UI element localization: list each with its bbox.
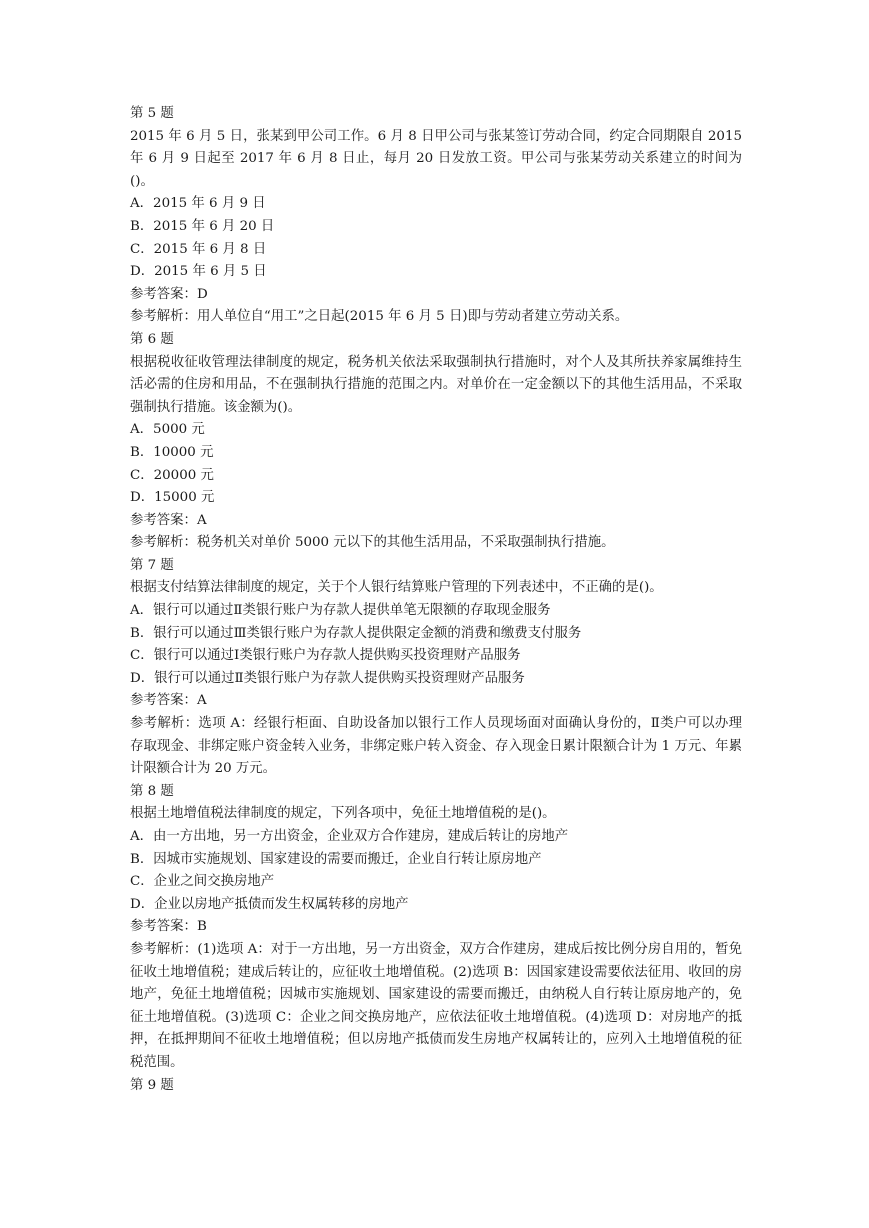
option-c: C．20000 元 bbox=[130, 467, 214, 483]
reference-explanation: 参考解析：(1)选项 A：对于一方出地，另一方出资金，双方合作建房，建成后按比例分房自用的，暂免征收土地增值税；建成后转让的，应征收土地增值税。(2)选项 B：因国家建设需要依法征用、收回的房地产，免征土地增值税；因城市实施规划、国家建设的需要而搬迁，由纳税人自行转让原房地产的，免征土地增值税。(3)选项 C：企业之间交换房地产，应依法征收土地增值税。(4)选项 D：对房地产的抵押，在抵押期间不征收土地增值税；但以房地产抵债而发生房地产权属转让的，应列入土地增值税的征税范围。 bbox=[130, 941, 742, 1070]
question-8 bbox=[130, 781, 742, 1075]
question-9-title: 第 9 题 bbox=[130, 1077, 174, 1093]
option-c: C．2015 年 6 月 8 日 bbox=[130, 241, 267, 257]
reference-answer: 参考答案：A bbox=[130, 693, 207, 709]
reference-explanation: 参考解析：税务机关对单价 5000 元以下的其他生活用品，不采取强制执行措施。 bbox=[130, 535, 615, 551]
option-a: A．由一方出地，另一方出资金，企业双方合作建房，建成后转让的房地产 bbox=[130, 829, 569, 844]
option-c: C．银行可以通过Ⅰ类银行账户为存款人提供购买投资理财产品服务 bbox=[130, 648, 521, 664]
question-stem: 2015 年 6 月 5 日，张某到甲公司工作。6 月 8 日甲公司与张某签订劳动合同，约定合同期限自 2015 年 6 月 9 日起至 2017 年 6 月 8 日止，每月 20 日发放工资。甲公司与张某劳动关系建立的时间为()。 bbox=[130, 128, 742, 189]
question-7 bbox=[130, 555, 742, 781]
question-5 bbox=[130, 103, 742, 329]
question-title: 第 7 题 bbox=[130, 557, 174, 573]
option-b: B．因城市实施规划、国家建设的需要而搬迁，企业自行转让原房地产 bbox=[130, 851, 542, 867]
reference-answer: 参考答案：B bbox=[130, 919, 207, 935]
question-stem: 根据支付结算法律制度的规定，关于个人银行结算账户管理的下列表述中，不正确的是()。 bbox=[130, 580, 663, 596]
option-a: A．5000 元 bbox=[130, 422, 205, 438]
question-6 bbox=[130, 329, 742, 555]
question-title: 第 8 题 bbox=[130, 783, 174, 799]
reference-explanation: 参考解析：选项 A：经银行柜面、自助设备加以银行工作人员现场面对面确认身份的，Ⅱ类户可以办理存取现金、非绑定账户资金转入业务，非绑定账户转入资金、存入现金日累计限额合计为 1 万元、年累计限额合计为 20 万元。 bbox=[130, 716, 742, 777]
option-d: D．2015 年 6 月 5 日 bbox=[130, 264, 267, 280]
option-d: D．银行可以通过Ⅱ类银行账户为存款人提供购买投资理财产品服务 bbox=[130, 670, 525, 686]
option-b: B．2015 年 6 月 20 日 bbox=[130, 218, 275, 234]
option-d: D．15000 元 bbox=[130, 490, 215, 506]
question-stem: 根据税收征收管理法律制度的规定，税务机关依法采取强制执行措施时，对个人及其所扶养家属维持生活必需的住房和用品，不在强制执行措施的范围之内。对单价在一定金额以下的其他生活用品，不采取强制执行措施。该金额为()。 bbox=[130, 354, 742, 415]
document-page bbox=[130, 103, 742, 1097]
reference-answer: 参考答案：A bbox=[130, 512, 207, 528]
question-title: 第 5 题 bbox=[130, 106, 174, 121]
reference-answer: 参考答案：D bbox=[130, 286, 208, 302]
option-a: A．银行可以通过Ⅱ类银行账户为存款人提供单笔无限额的存取现金服务 bbox=[130, 603, 551, 619]
reference-explanation: 参考解析：用人单位自“用工”之日起(2015 年 6 月 5 日)即与劳动者建立劳动关系。 bbox=[130, 309, 629, 325]
question-stem: 根据土地增值税法律制度的规定，下列各项中，免征土地增值税的是()。 bbox=[130, 806, 556, 822]
option-b: B．银行可以通过Ⅲ类银行账户为存款人提供限定金额的消费和缴费支付服务 bbox=[130, 625, 582, 641]
option-c: C．企业之间交换房地产 bbox=[130, 874, 275, 890]
option-d: D．企业以房地产抵债而发生权属转移的房地产 bbox=[130, 896, 409, 912]
option-a: A．2015 年 6 月 9 日 bbox=[130, 196, 266, 212]
question-title: 第 6 题 bbox=[130, 331, 174, 347]
option-b: B．10000 元 bbox=[130, 444, 214, 460]
